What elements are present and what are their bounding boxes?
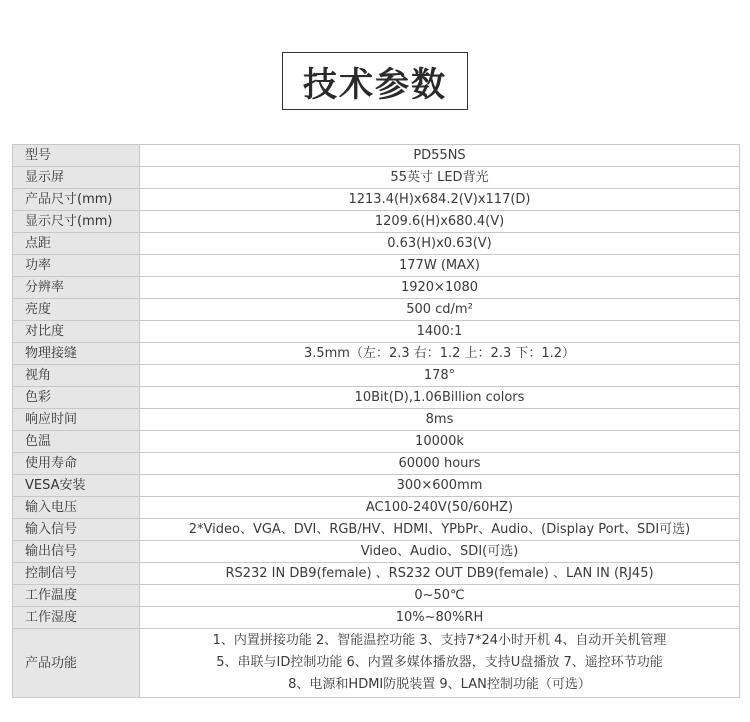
table-row <box>13 519 740 541</box>
spec-label: 功率 <box>13 255 140 277</box>
spec-label: 对比度 <box>13 321 140 343</box>
spec-label: 视角 <box>13 365 140 387</box>
table-row <box>13 475 740 497</box>
spec-label: 输出信号 <box>13 541 140 563</box>
spec-label: 产品尺寸(mm) <box>13 189 140 211</box>
table-row <box>13 497 740 519</box>
table-row <box>13 145 740 167</box>
title-wrap <box>0 0 750 110</box>
spec-label: 亮度 <box>13 299 140 321</box>
table-row <box>13 453 740 475</box>
table-row <box>13 255 740 277</box>
spec-value: 1920×1080 <box>140 277 740 299</box>
spec-value: 0~50℃ <box>140 585 740 607</box>
spec-label: 输入电压 <box>13 497 140 519</box>
table-row <box>13 189 740 211</box>
spec-label: 工作温度 <box>13 585 140 607</box>
spec-value: 60000 hours <box>140 453 740 475</box>
spec-value: 55英寸 LED背光 <box>140 167 740 189</box>
table-row <box>13 387 740 409</box>
table-row <box>13 299 740 321</box>
spec-value: 177W (MAX) <box>140 255 740 277</box>
table-row <box>13 167 740 189</box>
spec-value: 178° <box>140 365 740 387</box>
table-row <box>13 585 740 607</box>
table-row <box>13 277 740 299</box>
table-row <box>13 321 740 343</box>
spec-label: 控制信号 <box>13 563 140 585</box>
table-row <box>13 431 740 453</box>
spec-value: 2*Video、VGA、DVI、RGB/HV、HDMI、YPbPr、Audio、(Display Port、SDI可选) <box>140 519 740 541</box>
table-row <box>13 607 740 629</box>
spec-label: 物理接缝 <box>13 343 140 365</box>
spec-value: 1213.4(H)x684.2(V)x117(D) <box>140 189 740 211</box>
spec-label: 点距 <box>13 233 140 255</box>
spec-value: 10%~80%RH <box>140 607 740 629</box>
spec-label: 显示屏 <box>13 167 140 189</box>
spec-label: 显示尺寸(mm) <box>13 211 140 233</box>
table-row <box>13 343 740 365</box>
spec-value: Video、Audio、SDI(可选) <box>140 541 740 563</box>
features-row <box>13 629 740 698</box>
spec-value: 300×600mm <box>140 475 740 497</box>
features-label: 产品功能 <box>13 629 140 698</box>
spec-value: 1400:1 <box>140 321 740 343</box>
spec-value: 8ms <box>140 409 740 431</box>
page-title: 技术参数 <box>282 52 468 110</box>
spec-value: 1209.6(H)x680.4(V) <box>140 211 740 233</box>
spec-label: 输入信号 <box>13 519 140 541</box>
spec-label: 色彩 <box>13 387 140 409</box>
spec-label: 响应时间 <box>13 409 140 431</box>
spec-label: 色温 <box>13 431 140 453</box>
spec-value: PD55NS <box>140 145 740 167</box>
table-row <box>13 541 740 563</box>
spec-label: 工作湿度 <box>13 607 140 629</box>
table-row <box>13 233 740 255</box>
spec-label: VESA安装 <box>13 475 140 497</box>
spec-value: 10Bit(D),1.06Billion colors <box>140 387 740 409</box>
features-lines <box>140 630 739 696</box>
features-value <box>140 629 740 698</box>
spec-value: AC100-240V(50/60HZ) <box>140 497 740 519</box>
table-row <box>13 211 740 233</box>
table-row <box>13 409 740 431</box>
spec-value: RS232 IN DB9(female) 、RS232 OUT DB9(female) 、LAN IN (RJ45) <box>140 563 740 585</box>
spec-table <box>12 144 740 698</box>
spec-label: 分辨率 <box>13 277 140 299</box>
table-row <box>13 563 740 585</box>
feature-line: 1、内置拼接功能 2、智能温控功能 3、支持7*24小时开机 4、自动开关机管理 <box>212 633 667 648</box>
spec-value: 3.5mm（左：2.3 右：1.2 上：2.3 下：1.2） <box>140 343 740 365</box>
table-row <box>13 365 740 387</box>
spec-label: 型号 <box>13 145 140 167</box>
spec-label: 使用寿命 <box>13 453 140 475</box>
spec-value: 10000k <box>140 431 740 453</box>
spec-value: 500 cd/m² <box>140 299 740 321</box>
feature-line: 5、串联与ID控制功能 6、内置多媒体播放器，支持U盘播放 7、遥控环节功能 <box>216 655 663 670</box>
spec-value: 0.63(H)x0.63(V) <box>140 233 740 255</box>
feature-line: 8、电源和HDMI防脱装置 9、LAN控制功能（可选） <box>288 677 591 692</box>
